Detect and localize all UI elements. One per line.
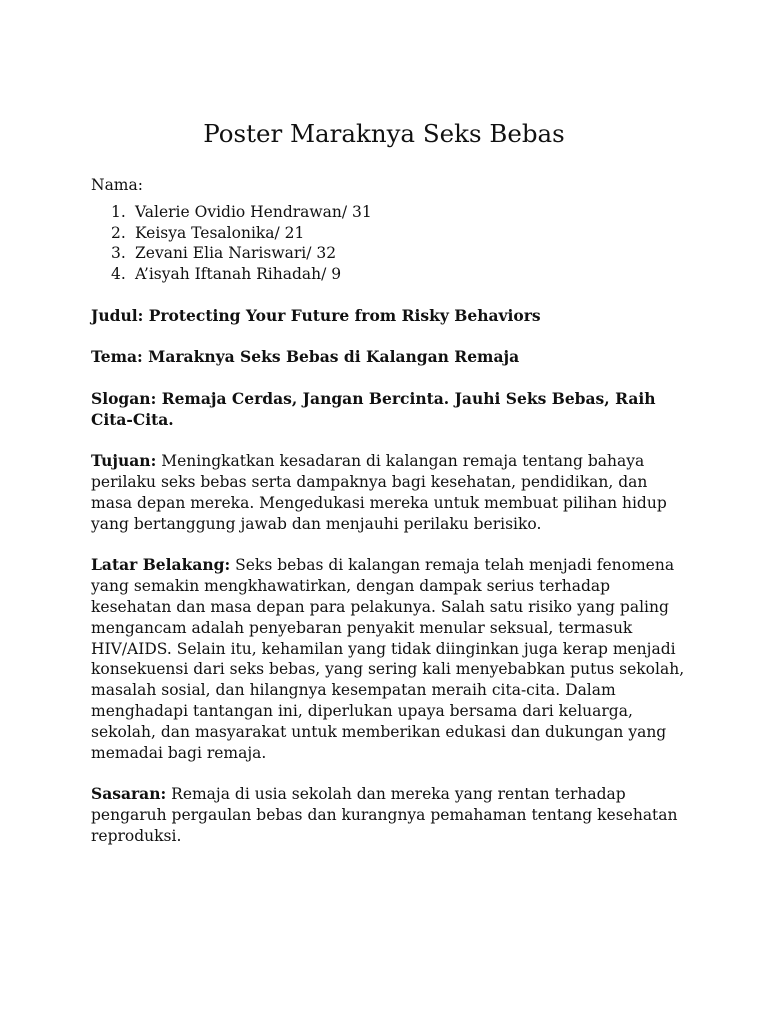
- list-item: [91, 243, 691, 264]
- list-item-text: A’isyah Iftanah Rihadah/ 9: [135, 265, 342, 284]
- tema-line: Tema: Maraknya Seks Bebas di Kalangan Remaja: [91, 347, 520, 367]
- tujuan-text: Meningkatkan kesadaran di kalangan remaja tentang bahaya perilaku seks bebas serta dampaknya bagi kesehatan, pendidikan, dan masa depan mereka. Mengedukasi mereka untuk membuat pilihan hidup yang bertanggung jawab dan menjauhi perilaku berisiko.: [91, 452, 667, 533]
- spacer: [91, 763, 691, 784]
- list-item: [91, 264, 691, 285]
- list-item-text: Zevani Elia Nariswari/ 32: [135, 244, 337, 263]
- spacer: [91, 535, 691, 556]
- judul-line: Judul: Protecting Your Future from Risky Behaviors: [91, 305, 541, 325]
- list-item: [91, 223, 691, 244]
- latar-belakang-text: Seks bebas di kalangan remaja telah menjadi fenomena yang semakin mengkhawatirkan, dengan dampak serius terhadap kesehatan dan masa depan para pelakunya. Salah satu risiko yang paling mengancam adalah penyebaran penyakit menular seksual, termasuk HIV/AIDS. Selain itu, kehamilan yang tidak diinginkan juga kerap menjadi konsekuensi dari seks bebas, yang sering kali menyebabkan putus sekolah, masalah sosial, dan hilangnya kesempatan meraih cita-cita. Dalam menghadapi tantangan ini, diperlukan upaya bersama dari keluarga, sekolah, dan masyarakat untuk memberikan edukasi dan dukungan yang memadai bagi remaja.: [91, 556, 685, 762]
- page-title: Poster Maraknya Seks Bebas: [203, 119, 565, 148]
- sasaran-text: Remaja di usia sekolah dan mereka yang rentan terhadap pengaruh pergaulan bebas dan kurangnya pemahaman tentang kesehatan reproduksi.: [91, 785, 678, 845]
- spacer: [91, 368, 691, 389]
- list-number: 3.: [111, 244, 126, 263]
- spacer: [91, 285, 691, 306]
- nama-label: Nama:: [91, 176, 143, 194]
- list-number: 4.: [111, 265, 126, 284]
- list-number: 2.: [111, 223, 126, 242]
- sasaran-label: Sasaran:: [91, 784, 167, 804]
- tujuan-paragraph: [91, 451, 691, 534]
- list-item-text: Valerie Ovidio Hendrawan/ 31: [135, 202, 372, 221]
- list-number: 1.: [111, 202, 126, 221]
- spacer: [91, 327, 691, 348]
- latar-belakang-paragraph: [91, 555, 691, 763]
- latar-belakang-label: Latar Belakang:: [91, 555, 231, 575]
- sasaran-paragraph: [91, 784, 691, 846]
- list-item-text: Keisya Tesalonika/ 21: [135, 223, 305, 242]
- document-body: [91, 175, 691, 847]
- list-item: [91, 202, 691, 223]
- spacer: [91, 431, 691, 452]
- tujuan-label: Tujuan:: [91, 451, 157, 471]
- names-list: [91, 202, 691, 285]
- slogan-line: Slogan: Remaja Cerdas, Jangan Bercinta. Jauhi Seks Bebas, Raih Cita-Cita.: [91, 388, 656, 429]
